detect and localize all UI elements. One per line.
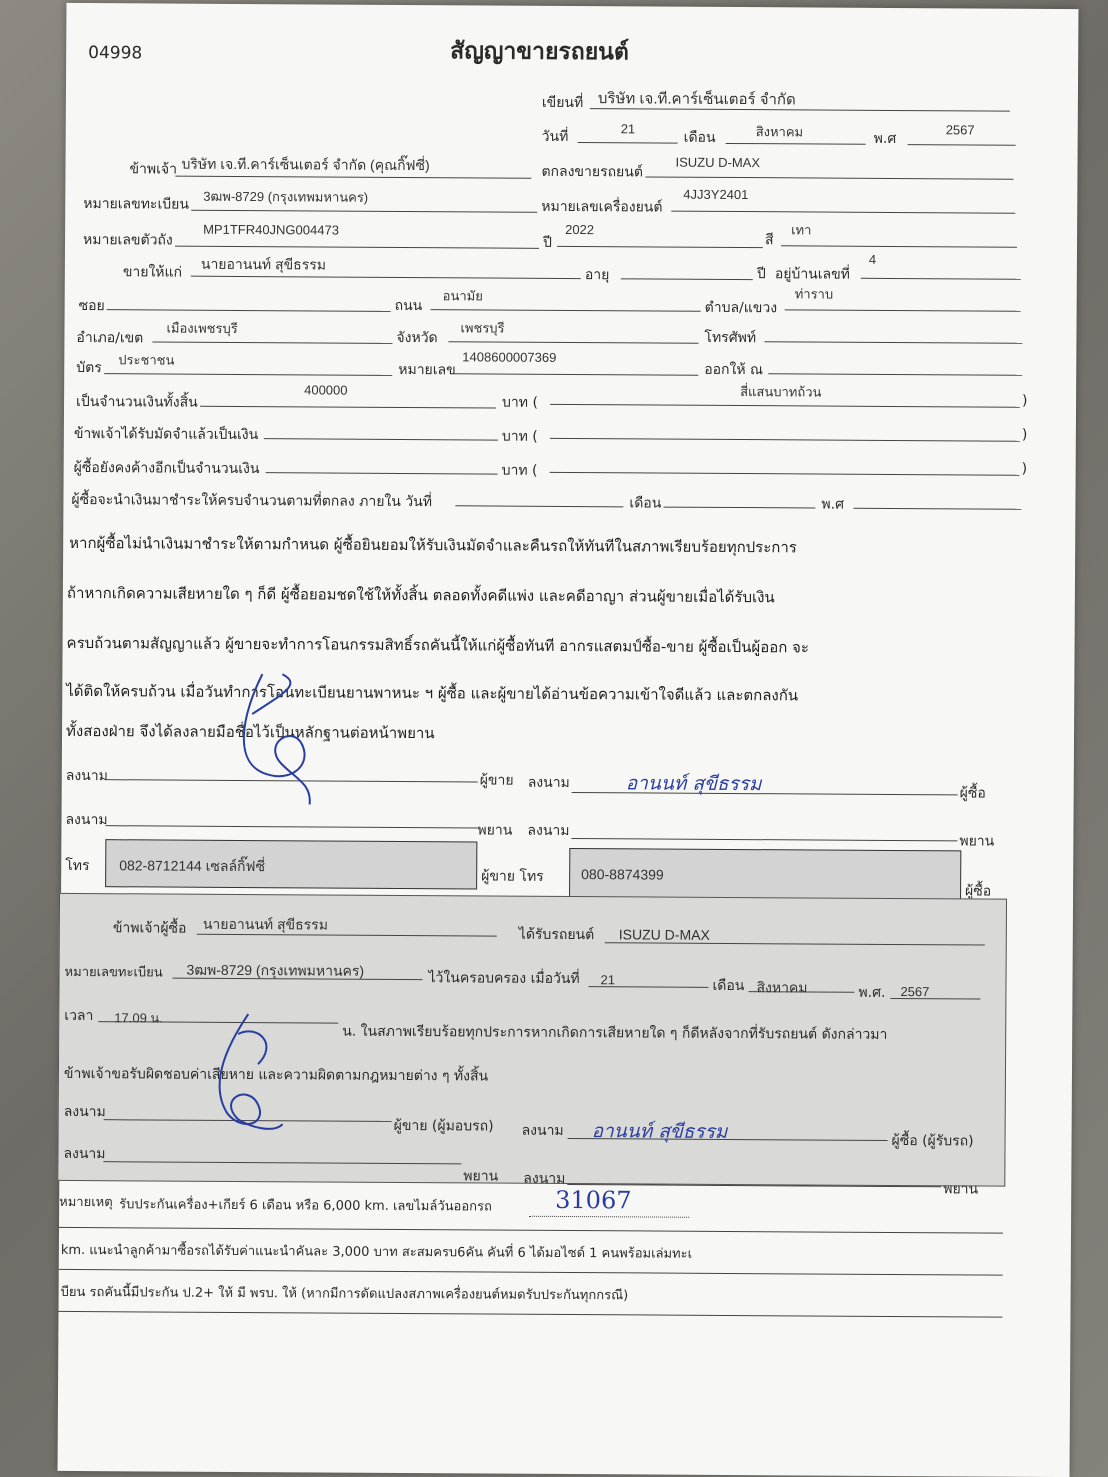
written-at-label: เขียนที่: [541, 94, 584, 112]
receipt-buyer-signature: อานนท์ สุขีธรรม: [591, 1120, 728, 1143]
receipt-buyer-receive-label: ผู้ซื้อ (ผู้รับรถ): [891, 1132, 974, 1150]
total-baht-label: บาท (: [502, 394, 538, 411]
year-value: 2567: [945, 122, 975, 138]
mileage-value: 31067: [555, 1185, 632, 1215]
receipt-year-label: พ.ศ.: [858, 984, 886, 1001]
agree-sell-label: ตกลงขายรถยนต์: [541, 163, 644, 181]
remaining-baht-label: บาท (: [501, 462, 538, 479]
terms-line-3: ครบถ้วนตามสัญญาแล้ว ผู้ขายจะทำการโอนกรรมสิทธิ์รถคันนี้ให้แก่ผู้ซื้อทันที อากรแสตมป์ซื้อ-ขาย ผู้ซื้อเป็นผู้ออก จะ: [66, 633, 809, 657]
receipt-seller-signature-scribble: [188, 1004, 309, 1145]
card-no-line: [454, 373, 698, 375]
receipt-witness2-sign-label: ลงนาม: [523, 1170, 566, 1187]
model-year-line: [557, 246, 763, 248]
house-no-line: [861, 278, 1021, 280]
seller-label: ผู้ขาย: [479, 772, 514, 789]
receipt-seller-sign-label: ลงนาม: [63, 1103, 106, 1121]
remaining-close-paren: ): [1021, 460, 1028, 477]
buyer-sign-label: ลงนาม: [527, 774, 570, 792]
seller-phone-value: 082-8712144 เซลล์กิ๊ฟซี่: [119, 857, 266, 875]
pay-year-label: พ.ศ: [821, 496, 845, 513]
total-label: เป็นจำนวนเงินทั้งสิ้น: [76, 393, 198, 411]
buyer-phone-value: 080-8874399: [581, 866, 664, 883]
tel-label: โทร: [65, 857, 90, 875]
receipt-month-value: สิงหาคม: [756, 979, 808, 996]
receipt-car-value: ISUZU D-MAX: [618, 926, 710, 943]
card-no-label: หมายเลข: [398, 361, 456, 379]
buyer-line: [191, 276, 581, 279]
deposit-baht-label: บาท (: [501, 428, 538, 445]
pay-within-label: ผู้ซื้อจะนำเงินมาชำระให้ครบจำนวนตามที่ตกลง ภายใน วันที่: [71, 491, 433, 511]
card-label: บัตร: [76, 359, 102, 377]
witness1-sign-label: ลงนาม: [65, 811, 108, 829]
buyer-phone-owner-label: ผู้ซื้อ: [965, 883, 992, 900]
remark-line-1: รับประกันเครื่อง+เกียร์ 6 เดือน หรือ 6,000 km. เลขไมล์วันออกรถ: [119, 1197, 492, 1215]
chassis-label: หมายเลขตัวถัง: [82, 232, 173, 249]
total-close-paren: ): [1022, 392, 1028, 409]
house-no-label: อยู่บ้านเลขที่: [774, 266, 850, 283]
province-line: [448, 341, 698, 344]
terms-line-5: ทั้งสองฝ่าย จึงได้ลงลายมือชื่อไว้เป็นหลักฐานต่อหน้าพยาน: [65, 721, 435, 743]
owner-label: ข้าพเจ้า: [129, 161, 178, 178]
receipt-received-label: ได้รับรถยนต์: [518, 926, 595, 944]
day-value: 21: [620, 121, 636, 137]
month-value: สิงหาคม: [755, 124, 804, 140]
car-model-value: ISUZU D-MAX: [675, 154, 761, 171]
subdistrict-line: [785, 309, 1021, 311]
color-label: สี: [765, 232, 774, 249]
pay-year-line: [853, 508, 1021, 510]
subdistrict-value: ท่าราบ: [794, 286, 834, 302]
reg-line: [191, 210, 537, 213]
age-label: อายุ: [584, 267, 610, 284]
issued-label: ออกให้ ณ: [704, 361, 764, 379]
witness1-sign-line: [105, 825, 477, 828]
buyer-value: นายอานนท์ สุขีธรรม: [200, 255, 327, 273]
owner-value: บริษัท เจ.ที.คาร์เซ็นเตอร์ จำกัด (คุณกิ๊ฟซี่): [181, 155, 430, 174]
chassis-value: MP1TFR40JNG004473: [203, 221, 340, 238]
witness2-label: พยาน: [959, 833, 995, 850]
receipt-year-value: 2567: [900, 984, 930, 1000]
model-year-label: ปี: [542, 234, 552, 251]
remaining-words-line: [550, 472, 1020, 476]
color-line: [781, 245, 1017, 247]
engine-value: 4JJ3Y2401: [683, 186, 749, 203]
province-value: เพชรบุรี: [460, 320, 505, 336]
deposit-line: [264, 438, 498, 440]
road-label: ถนน: [394, 297, 423, 315]
total-line: [200, 406, 496, 409]
buyer-signature: อานนท์ สุขีธรรม: [625, 772, 762, 796]
pay-month-line: [663, 507, 815, 509]
soi-label: ซอย: [78, 298, 105, 315]
contract-paper: [58, 3, 1079, 1477]
receipt-line2: ข้าพเจ้าขอรับผิดชอบค่าเสียหาย และความผิดตามกฎหมายต่าง ๆ ทั้งสิ้น: [63, 1065, 489, 1085]
year-line: [908, 144, 1016, 146]
receipt-month-label: เดือน: [712, 977, 745, 995]
sell-to-label: ขายให้แก่: [122, 264, 183, 281]
district-label: อำเภอ/เขต: [76, 329, 144, 347]
total-words-line: [550, 404, 1020, 408]
written-at-value: บริษัท เจ.ที.คาร์เซ็นเตอร์ จำกัด: [597, 90, 796, 109]
receipt-witness2-label: พยาน: [943, 1181, 979, 1198]
years-label: ปี: [756, 266, 766, 283]
pay-month-label: เดือน: [629, 495, 662, 512]
terms-line-1: หากผู้ซื้อไม่นำเงินมาชำระให้ตามกำหนด ผู้ซื้อยินยอมให้รับเงินมัดจำและคืนรถให้ทันทีในสภาพเรียบร้อยทุกประการ: [69, 533, 797, 557]
month-label: เดือน: [683, 129, 716, 146]
house-no-value: 4: [868, 251, 877, 267]
issued-line: [768, 373, 1022, 376]
buyer-label: ผู้ซื้อ: [959, 785, 986, 802]
engine-line: [671, 211, 1015, 214]
remark-line-3: บียน รถคันนี้มีประกัน ป.2+ ให้ มี พรบ. ให้ (หากมีการดัดแปลงสภาพเครื่องยนต์หมดรับประกันทุกกรณี): [60, 1284, 629, 1304]
witness2-sign-line: [571, 838, 957, 841]
deposit-label: ข้าพเจ้าได้รับมัดจำแล้วเป็นเงิน: [73, 425, 259, 444]
year-label: พ.ศ: [873, 130, 897, 147]
seller-sign-label: ลงนาม: [65, 767, 108, 785]
soi-line: [107, 309, 391, 312]
card-type-line: [104, 373, 392, 376]
receipt-day-value: 21: [600, 972, 616, 988]
witness1-label: พยาน: [477, 822, 513, 839]
age-line: [621, 278, 753, 280]
receipt-line1: น. ในสภาพเรียบร้อยทุกประการหากเกิดการเสียหายใด ๆ ก็ดีหลังจากที่รับรถยนต์ ดังกล่าวมา: [342, 1023, 888, 1043]
receipt-possession-label: ไว้ในครอบครอง เมื่อวันที่: [428, 970, 580, 988]
total-value: 400000: [304, 382, 348, 398]
remark-line-2-underline: [59, 1269, 1003, 1276]
total-words-value: สี่แสนบาทถ้วน: [740, 384, 822, 400]
remark-line-3-underline: [58, 1311, 1002, 1318]
card-no-value: 1408600007369: [462, 349, 557, 365]
remaining-line: [266, 472, 498, 474]
receipt-witness1-sign-label: ลงนาม: [63, 1145, 106, 1163]
car-model-line: [645, 176, 1013, 179]
phone-label: โทรศัพท์: [704, 329, 757, 347]
remark-line-1-underline: [59, 1227, 1003, 1234]
page-title: สัญญาขายรถยนต์: [450, 38, 629, 66]
date-label: วันที่: [541, 128, 569, 145]
document-number: 04998: [88, 43, 143, 64]
seller-signature-scribble: [222, 654, 343, 815]
remark-label: หมายเหตุ: [59, 1194, 113, 1211]
road-value: อนามัย: [442, 288, 483, 304]
reg-value: 3ฒพ-8729 (กรุงเทพมหานคร): [203, 188, 369, 205]
receipt-time-label: เวลา: [64, 1007, 94, 1025]
receipt-buyer-sign-label: ลงนาม: [521, 1122, 564, 1139]
seller-tel-label: ผู้ขาย โทร: [481, 868, 544, 885]
receipt-witness1-label: พยาน: [463, 1168, 499, 1185]
reg-label: หมายเลขทะเบียน: [83, 196, 189, 213]
receipt-reg-value: 3ฒพ-8729 (กรุงเทพมหานคร): [186, 961, 365, 979]
road-line: [431, 309, 701, 312]
card-type-value: ประชาชน: [118, 352, 175, 368]
terms-line-4: ได้ติดให้ครบถ้วน เมื่อวันทำการโอนทะเบียนยานพาหนะ ฯ ผู้ซื้อ และผู้ขายได้อ่านข้อความเข้าใจดีแล้ว และตกลงกัน: [66, 681, 799, 705]
subdistrict-label: ตำบล/แขวง: [704, 299, 778, 317]
receipt-buyer-value: นายอานนท์ สุขีธรรม: [202, 915, 329, 933]
mileage-dotted-line: [529, 1216, 689, 1218]
receipt-reg-label: หมายเลขทะเบียน: [64, 964, 163, 981]
remark-line-2: km. แนะนำลูกค้ามาซื้อรถได้รับค่าแนะนำคันละ 3,000 บาท สะสมครบ6คัน คันที่ 6 ได้มอไซด์ 1 คนพร้อมเล่มทะเ: [60, 1242, 693, 1262]
terms-line-2: ถ้าหากเกิดความเสียหายใด ๆ ก็ดี ผู้ซื้อยอมชดใช้ให้ทั้งสิ้น ตลอดทั้งคดีแพ่ง และคดีอาญา ส่วนผู้ขายเมื่อได้รับเงิน: [66, 583, 775, 607]
month-line: [726, 143, 866, 145]
receipt-time-value: 17.09 น.: [114, 1010, 163, 1026]
engine-label: หมายเลขเครื่องยนต์: [541, 198, 663, 216]
witness2-sign-label: ลงนาม: [527, 822, 570, 840]
chassis-line: [175, 246, 539, 249]
receipt-seller-deliver-label: ผู้ขาย (ผู้มอบรถ): [393, 1117, 494, 1135]
pay-day-line: [455, 505, 623, 507]
day-line: [578, 142, 678, 144]
phone-line: [764, 341, 1022, 344]
remaining-label: ผู้ซื้อยังคงค้างอีกเป็นจำนวนเงิน: [73, 459, 260, 478]
receipt-buyer-prefix: ข้าพเจ้าผู้ซื้อ: [112, 920, 187, 937]
deposit-words-line: [550, 438, 1020, 442]
province-label: จังหวัด: [396, 329, 438, 347]
district-value: เมืองเพชรบุรี: [166, 320, 238, 336]
model-year-value: 2022: [565, 221, 595, 238]
color-value: เทา: [791, 222, 812, 238]
district-line: [152, 341, 392, 343]
deposit-close-paren: ): [1021, 426, 1028, 443]
